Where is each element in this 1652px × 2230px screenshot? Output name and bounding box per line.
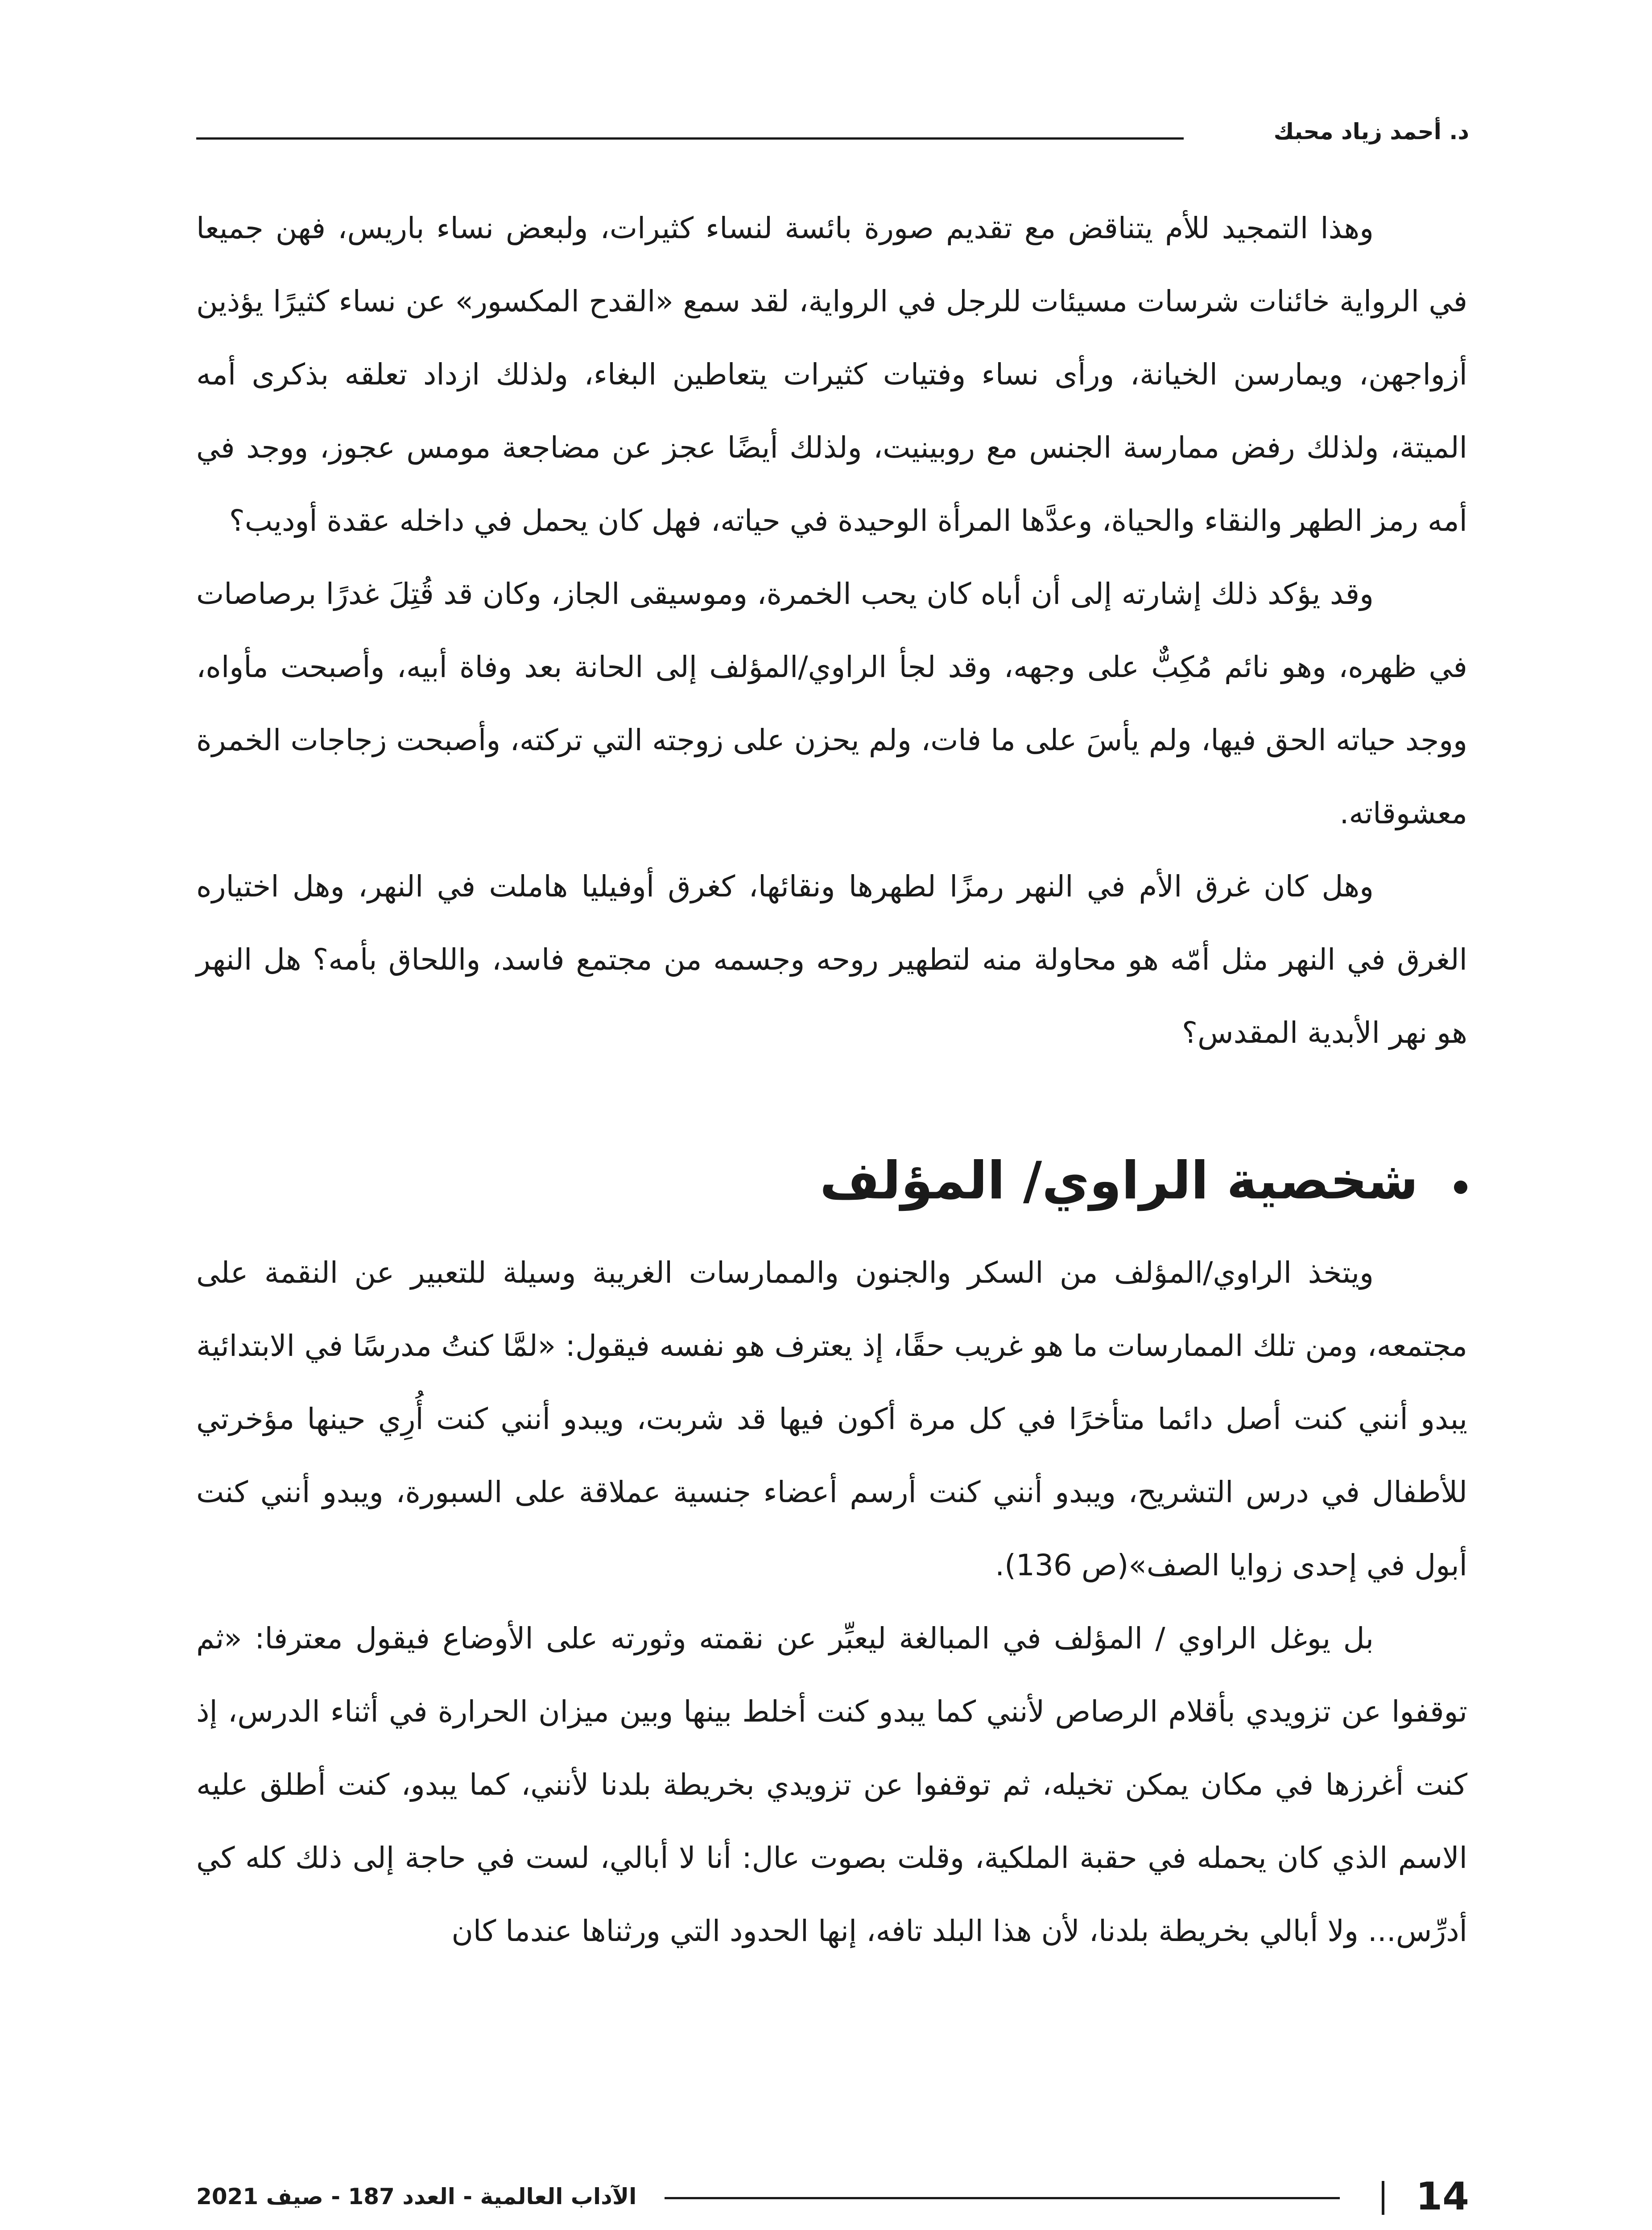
footer-separator [1382,2181,1384,2215]
section-heading [196,1136,1467,1226]
header-author: د. أحمد زياد محبك [1273,119,1469,145]
header-rule [196,137,1184,140]
paragraph-river: وهل كان غرق الأم في النهر رمزًا لطهرها ونقائها، كغرق أوفيليا هاملت في النهر، وهل اختياره الغرق في النهر مثل أمّه هو محاولة منه لتطهير روحه وجسمه من مجتمع فاسد، واللحاق بأمه؟ هل النهر هو نهر الأبدية المقدس؟ [196,869,1467,1050]
page-footer [196,2168,1469,2226]
section-heading-text: شخصية الراوي/ المؤلف [820,1151,1418,1211]
paragraph-narrator-practices: ويتخذ الراوي/المؤلف من السكر والجنون والممارسات الغريبة وسيلة للتعبير عن النقمة على مجتمعه، ومن تلك الممارسات ما هو غريب حقًا، إذ يعترف هو نفسه فيقول: «لمَّا كنتُ مدرسًا في الابتدائية يبدو أنني كنت أصل دائما متأخرًا في كل مرة أكون فيها قد شربت، ويبدو أنني كنت أُرِي حينها مؤخرتي للأطفال في درس التشريح، ويبدو أنني كنت أرسم أعضاء جنسية عملاقة على السبورة، ويبدو أنني كنت أبول في إحدى زوايا الصف»(ص 136). [196,1255,1467,1582]
footer-rule [665,2197,1340,2199]
paragraph-father: وقد يؤكد ذلك إشارته إلى أن أباه كان يحب الخمرة، وموسيقى الجاز، وكان قد قُتِلَ غدرًا برصاصات في ظهره، وهو نائم مُكِبٌّ على وجهه، وقد لجأ الراوي/المؤلف إلى الحانة بعد وفاة أبيه، وأصبحت مأواه، ووجد حياته الحق فيها، ولم يأسَ على ما فات، ولم يحزن على زوجته التي تركته، وأصبحت زجاجات الخمرة معشوقاته. [196,577,1467,830]
bullet-icon [1454,1181,1467,1194]
paragraph-narrator-exaggeration: بل يوغل الراوي / المؤلف في المبالغة ليعبِّر عن نقمته وثورته على الأوضاع فيقول معترفا: «ثم توقفوا عن تزويدي بأقلام الرصاص لأنني كما يبدو كنت أخلط بينها وبين ميزان الحرارة في أثناء الدرس، إذ كنت أغرزها في مكان يمكن تخيله، ثم توقفوا عن تزويدي بخريطة بلدنا لأنني، كما يبدو، كنت أطلق عليه الاسم الذي كان يحمله في حقبة الملكية، وقلت بصوت عال: أنا لا أبالي، لست في حاجة إلى ذلك كله كي أدرِّس... ولا أبالي بخريطة بلدنا، لأن هذا البلد تافه، إنها الحدود التي ورثناها عندما كان [196,1621,1467,1948]
page-number: 14 [1416,2174,1469,2219]
journal-info: الآداب العالمية - العدد 187 - صيف 2021 [196,2184,637,2209]
article-body [196,192,1467,1968]
running-header [196,112,1469,152]
paragraph-mother-glorification: وهذا التمجيد للأم يتناقض مع تقديم صورة بائسة لنساء كثيرات، ولبعض نساء باريس، فهن جميعا في الرواية خائنات شرسات مسيئات للرجل في الرواية، لقد سمع «القدح المكسور» عن نساء كثيرًا يؤذين أزواجهن، ويمارسن الخيانة، ورأى نساء وفتيات كثيرات يتعاطين البغاء، ولذلك ازداد تعلقه بذكرى أمه الميتة، ولذلك رفض ممارسة الجنس مع روبينيت، ولذلك أيضًا عجز عن مضاجعة مومس عجوز، ووجد في أمه رمز الطهر والنقاء والحياة، وعدَّها المرأة الوحيدة في حياته، فهل كان يحمل في داخله عقدة أوديب؟ [196,211,1467,538]
